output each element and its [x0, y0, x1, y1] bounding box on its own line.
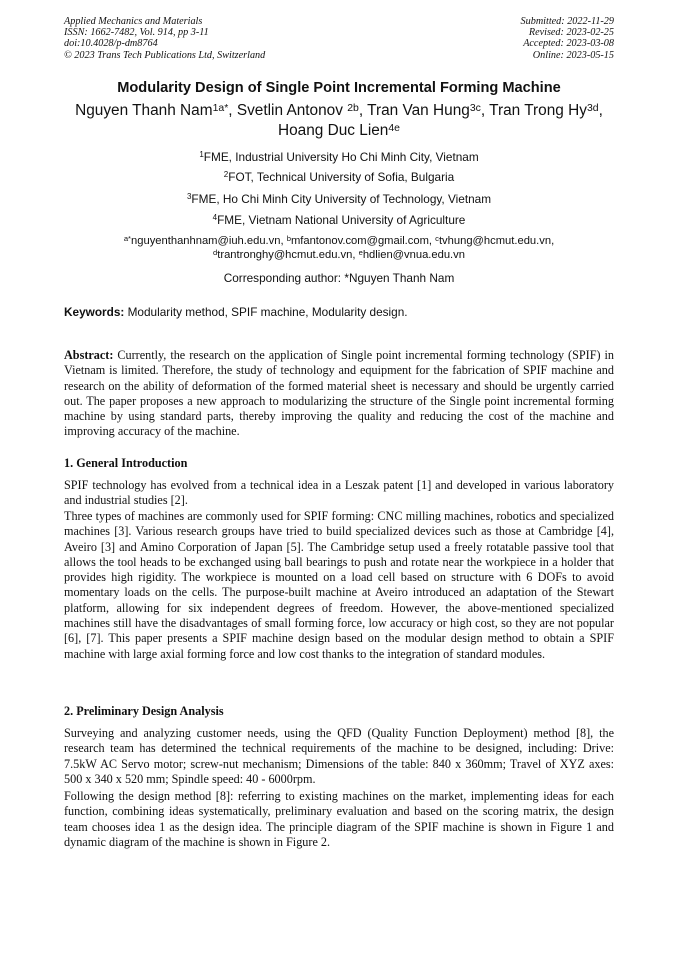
abstract-label: Abstract: — [64, 348, 114, 362]
author-line-2 — [48, 121, 630, 141]
affiliation-2 — [64, 170, 614, 184]
email-link[interactable]: mfantonov.com@gmail.com, — [290, 235, 436, 247]
corresponding-author: Corresponding author: *Nguyen Thanh Nam — [223, 271, 455, 285]
keywords-text: Modularity method, SPIF machine, Modularity design. — [124, 305, 408, 319]
email-line-2 — [64, 248, 614, 262]
date-submitted: Submitted: 2022-11-29 — [520, 16, 614, 27]
keywords — [64, 305, 614, 319]
section-heading-2: 2. Preliminary Design Analysis — [64, 704, 224, 718]
email-link[interactable]: trantronghy@hcmut.edu.vn, — [217, 249, 359, 261]
author-sup: 2b — [347, 103, 359, 114]
email-line-1 — [64, 234, 614, 248]
email-link[interactable]: hdlien@vnua.edu.vn — [362, 249, 465, 261]
section2-paragraph-1: Surveying and analyzing customer needs, using the QFD (Quality Function Deployment) method [8], the research team has determined the technical requirements of the machine to be designed, including: Drive: 7.5kW AC Servo motor; screw-nut mechanism; Dimensions of the table: 840 x 360mm; Travel of XYZ axes: 500 x 340 x 520 mm; Spindle speed: 40 - 6000rpm. — [64, 726, 614, 786]
affiliation-text: FME, Industrial University Ho Chi Minh City, Vietnam — [203, 150, 479, 164]
affiliation-text: FME, Vietnam National University of Agriculture — [217, 213, 466, 227]
author-sup: 3d — [586, 103, 599, 114]
email-link[interactable]: nguyenthanhnam@iuh.edu.vn, — [131, 235, 287, 247]
affiliation-sup: 4 — [212, 213, 218, 222]
author-sup: 4e — [388, 123, 401, 134]
journal-name: Applied Mechanics and Materials — [64, 16, 203, 27]
date-online: Online: 2023-05-15 — [532, 49, 614, 61]
affiliation-4 — [64, 213, 614, 227]
email-link[interactable]: tvhung@hcmut.edu.vn, — [438, 235, 555, 247]
journal-copyright: © 2023 Trans Tech Publications Ltd, Switzerland — [64, 49, 266, 61]
section1-paragraph-2: Three types of machines are commonly used for SPIF forming: CNC milling machines, robotics and specialized machines [3]. Various research groups have tried to build specialized devices such as those at Cambridge [4], Aveiro [3] and Amino Corporation of Japan [5]. The Cambridge setup used a freely rotatable passive tool that allows the tool heads to be exchanged using ball bearings to push and rotate near the workpiece in a holder that provides high rigidity. The workpiece is mounted on a load cell based on structure with 6 DOFs to avoid momentary loads on the cells. The purpose-built machine at Aveiro introduced an adaptation of the Stewart platform, allowing for six independent degrees of freedom. However, the above-mentioned specialized machines still have the disadvantages of small forming force, low accuracy or high cost, so they are not popular [6], [7]. This paper presents a SPIF machine design based on the modular design method to obtain a SPIF machine with large axial forming force and low cost thanks to the integration of standard modules. — [64, 509, 614, 661]
author-name: , Tran Trong Hy — [480, 102, 587, 119]
date-revised: Revised: 2023-02-25 — [528, 27, 614, 39]
author-sep: , — [598, 102, 603, 119]
author-sup: 1a* — [212, 103, 229, 114]
author-line-1 — [48, 101, 630, 121]
author-name: , Svetlin Antonov — [228, 102, 348, 119]
affiliation-3 — [64, 192, 614, 206]
affiliation-text: FOT, Technical University of Sofia, Bulgaria — [228, 170, 455, 184]
abstract-text: Currently, the research on the application of Single point incremental forming technology (SPIF) in Vietnam is limited. Therefore, the study of technology and equipment for the fabrication of SPIF machine and research on the ability of deformation of the formed material sheet is necessary and should be urgently carried out. The paper proposes a new approach to modularizing the structure of the Single point incremental forming machine by using standard parts, thereby improving the quality and reducing the cost of the machine and improving accuracy of the machine. — [64, 348, 614, 439]
journal-issn: ISSN: 1662-7482, Vol. 914, pp 3-11 — [64, 27, 209, 39]
affiliation-sup: 2 — [223, 170, 229, 179]
email-list — [64, 234, 614, 262]
author-name: , Tran Van Hung — [358, 102, 470, 119]
keywords-label: Keywords: — [64, 305, 125, 319]
author-name: Hoang Duc Lien — [277, 122, 389, 139]
email-sup: c — [435, 234, 439, 243]
affiliation-sup: 1 — [199, 150, 204, 159]
date-accepted: Accepted: 2023-03-08 — [523, 38, 614, 50]
journal-doi: doi:10.4028/p-dm8764 — [64, 38, 158, 50]
section1-paragraph-1: SPIF technology has evolved from a technical idea in a Leszak patent [1] and developed in various laboratory and industrial studies [2]. — [64, 478, 614, 508]
section-heading-1: 1. General Introduction — [64, 456, 188, 470]
submission-dates — [521, 16, 614, 61]
paper-title: Modularity Design of Single Point Incremental Forming Machine — [117, 80, 561, 96]
section2-paragraph-2: Following the design method [8]: referring to existing machines on the market, implementing ideas for each function, combining ideas systematically, preliminary evaluation and based on the scoring matrix, the design team chooses idea 1 as the design idea. The principle diagram of the SPIF machine is shown in Figure 1 and dynamic diagram of the machine is shown in Figure 2. — [64, 789, 614, 849]
affiliation-1 — [64, 150, 614, 164]
author-sup: 3c — [469, 103, 481, 114]
author-name: Nguyen Thanh Nam — [75, 102, 213, 119]
author-list — [48, 101, 630, 141]
email-sup: a* — [123, 234, 132, 243]
affiliation-text: FME, Ho Chi Minh City University of Technology, Vietnam — [191, 192, 492, 206]
journal-info — [64, 16, 265, 61]
affiliation-sup: 3 — [186, 192, 192, 201]
email-sup: b — [286, 234, 291, 243]
abstract — [64, 348, 614, 440]
email-sup: d — [213, 248, 218, 257]
email-sup: e — [358, 248, 363, 257]
